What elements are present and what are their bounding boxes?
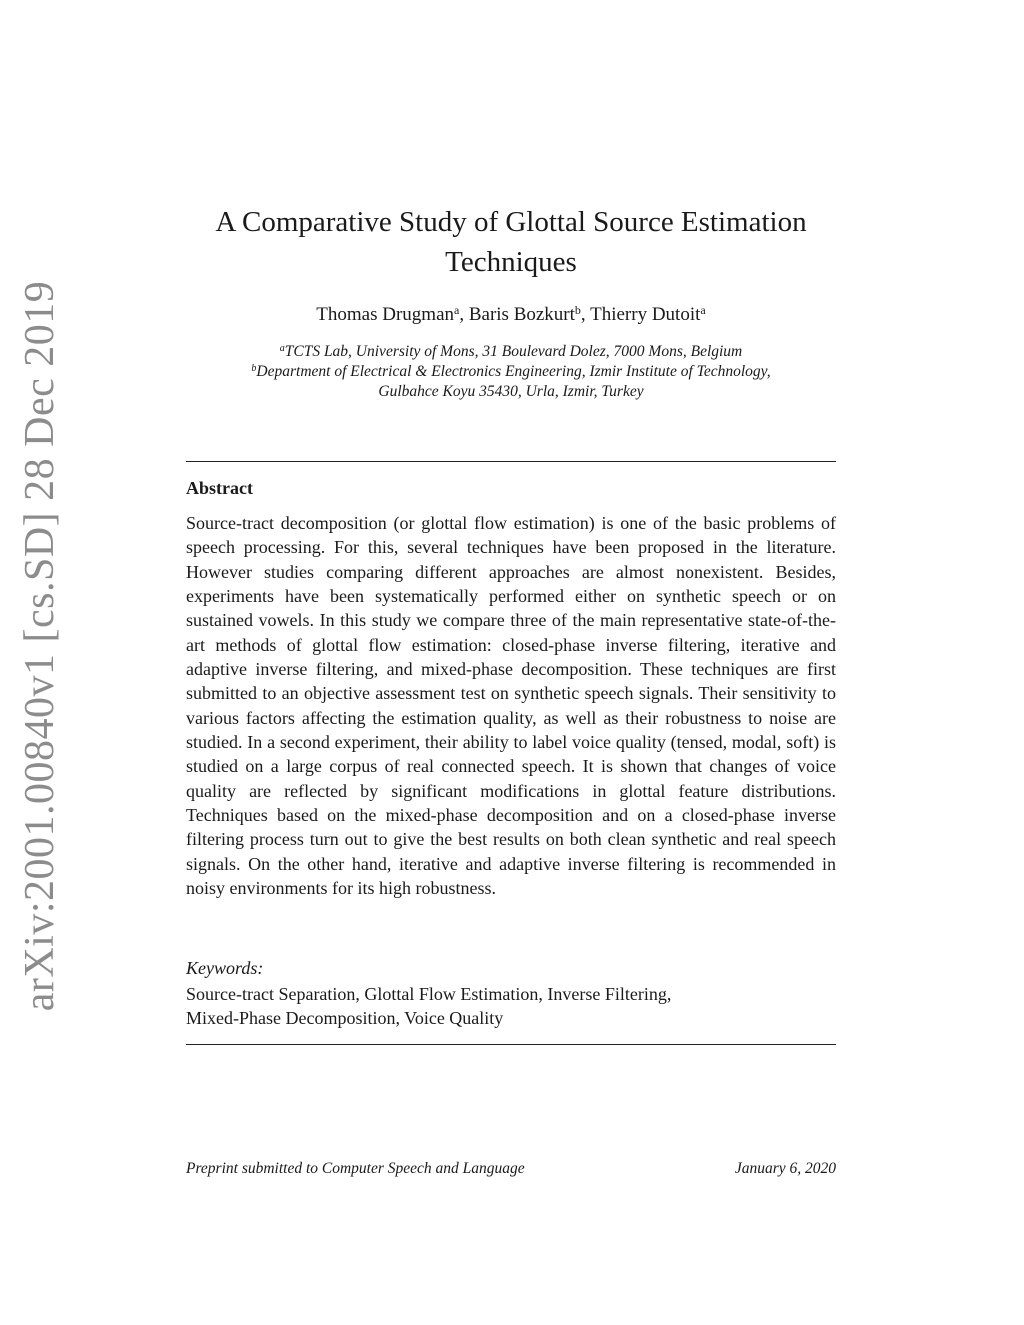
affiliation-mark: a	[279, 343, 285, 354]
author-name: Thomas Drugman	[316, 304, 455, 325]
preprint-date: January 6, 2020	[734, 1160, 836, 1177]
paper-title: A Comparative Study of Glottal Source Estimation Techniques	[215, 206, 807, 278]
keywords-list	[186, 982, 836, 1030]
affiliation-line	[186, 362, 836, 382]
affiliation-mark: b	[251, 363, 257, 374]
keywords-line: Mixed-Phase Decomposition, Voice Quality	[186, 1008, 504, 1028]
affiliation-text: TCTS Lab, University of Mons, 31 Boulevard Dolez, 7000 Mons, Belgium	[284, 343, 743, 360]
author-affiliation-mark: a	[700, 303, 706, 317]
author-affiliation-mark: b	[574, 303, 581, 317]
author-list: Thomas Drugman$^a$, Baris Bozkurt$^b$, Thierry Dutoit$^a$	[316, 303, 706, 325]
keywords-label: Keywords:	[186, 958, 264, 978]
author-name: Baris Bozkurt	[468, 304, 575, 325]
arxiv-identifier[interactable]: arXiv:2001.00840v1 [cs.SD] 28 Dec 2019	[17, 280, 63, 1012]
bottom-divider	[186, 1044, 836, 1045]
keywords-line: Source-tract Separation, Glottal Flow Estimation, Inverse Filtering,	[186, 984, 672, 1004]
affiliations	[186, 342, 836, 402]
top-divider	[186, 461, 836, 462]
affiliation-line	[186, 342, 836, 362]
affiliation-text: Gulbahce Koyu 35430, Urla, Izmir, Turkey	[378, 383, 644, 400]
author-affiliation-mark: a	[454, 303, 460, 317]
author-name: Thierry Dutoit	[590, 304, 701, 325]
abstract-text: Source-tract decomposition (or glottal flow estimation) is one of the basic problems of speech processing. For this, several techniques have been proposed in the literature. However studies comparing different approaches are almost nonexistent. Besides, experiments have been systematically performed either on synthetic speech or on sustained vowels. In this study we compare three of the main representative state-of-the-art methods of glottal flow estimation: closed-phase inverse filtering, iterative and adaptive inverse filtering, and mixed-phase decomposition. These techniques are first submitted to an objective assessment test on synthetic speech signals. Their sensitivity to various factors affecting the estimation quality, as well as their robustness to noise are studied. In a second experiment, their ability to label voice quality (tensed, modal, soft) is studied on a large corpus of real connected speech. It is shown that changes of voice quality are reflected by significant modifications in glottal feature distributions. Techniques based on the mixed-phase decomposition and on a closed-phase inverse filtering process turn out to give the best results on both clean synthetic and real speech signals. On the other hand, iterative and adaptive inverse filtering is recommended in noisy environments for its high robustness.	[186, 513, 836, 899]
abstract-heading: Abstract	[186, 478, 253, 498]
preprint-note: Preprint submitted to Computer Speech and Language	[186, 1160, 525, 1177]
affiliation-line	[186, 382, 836, 402]
affiliation-text: Department of Electrical & Electronics Engineering, Izmir Institute of Technology,	[256, 363, 771, 380]
